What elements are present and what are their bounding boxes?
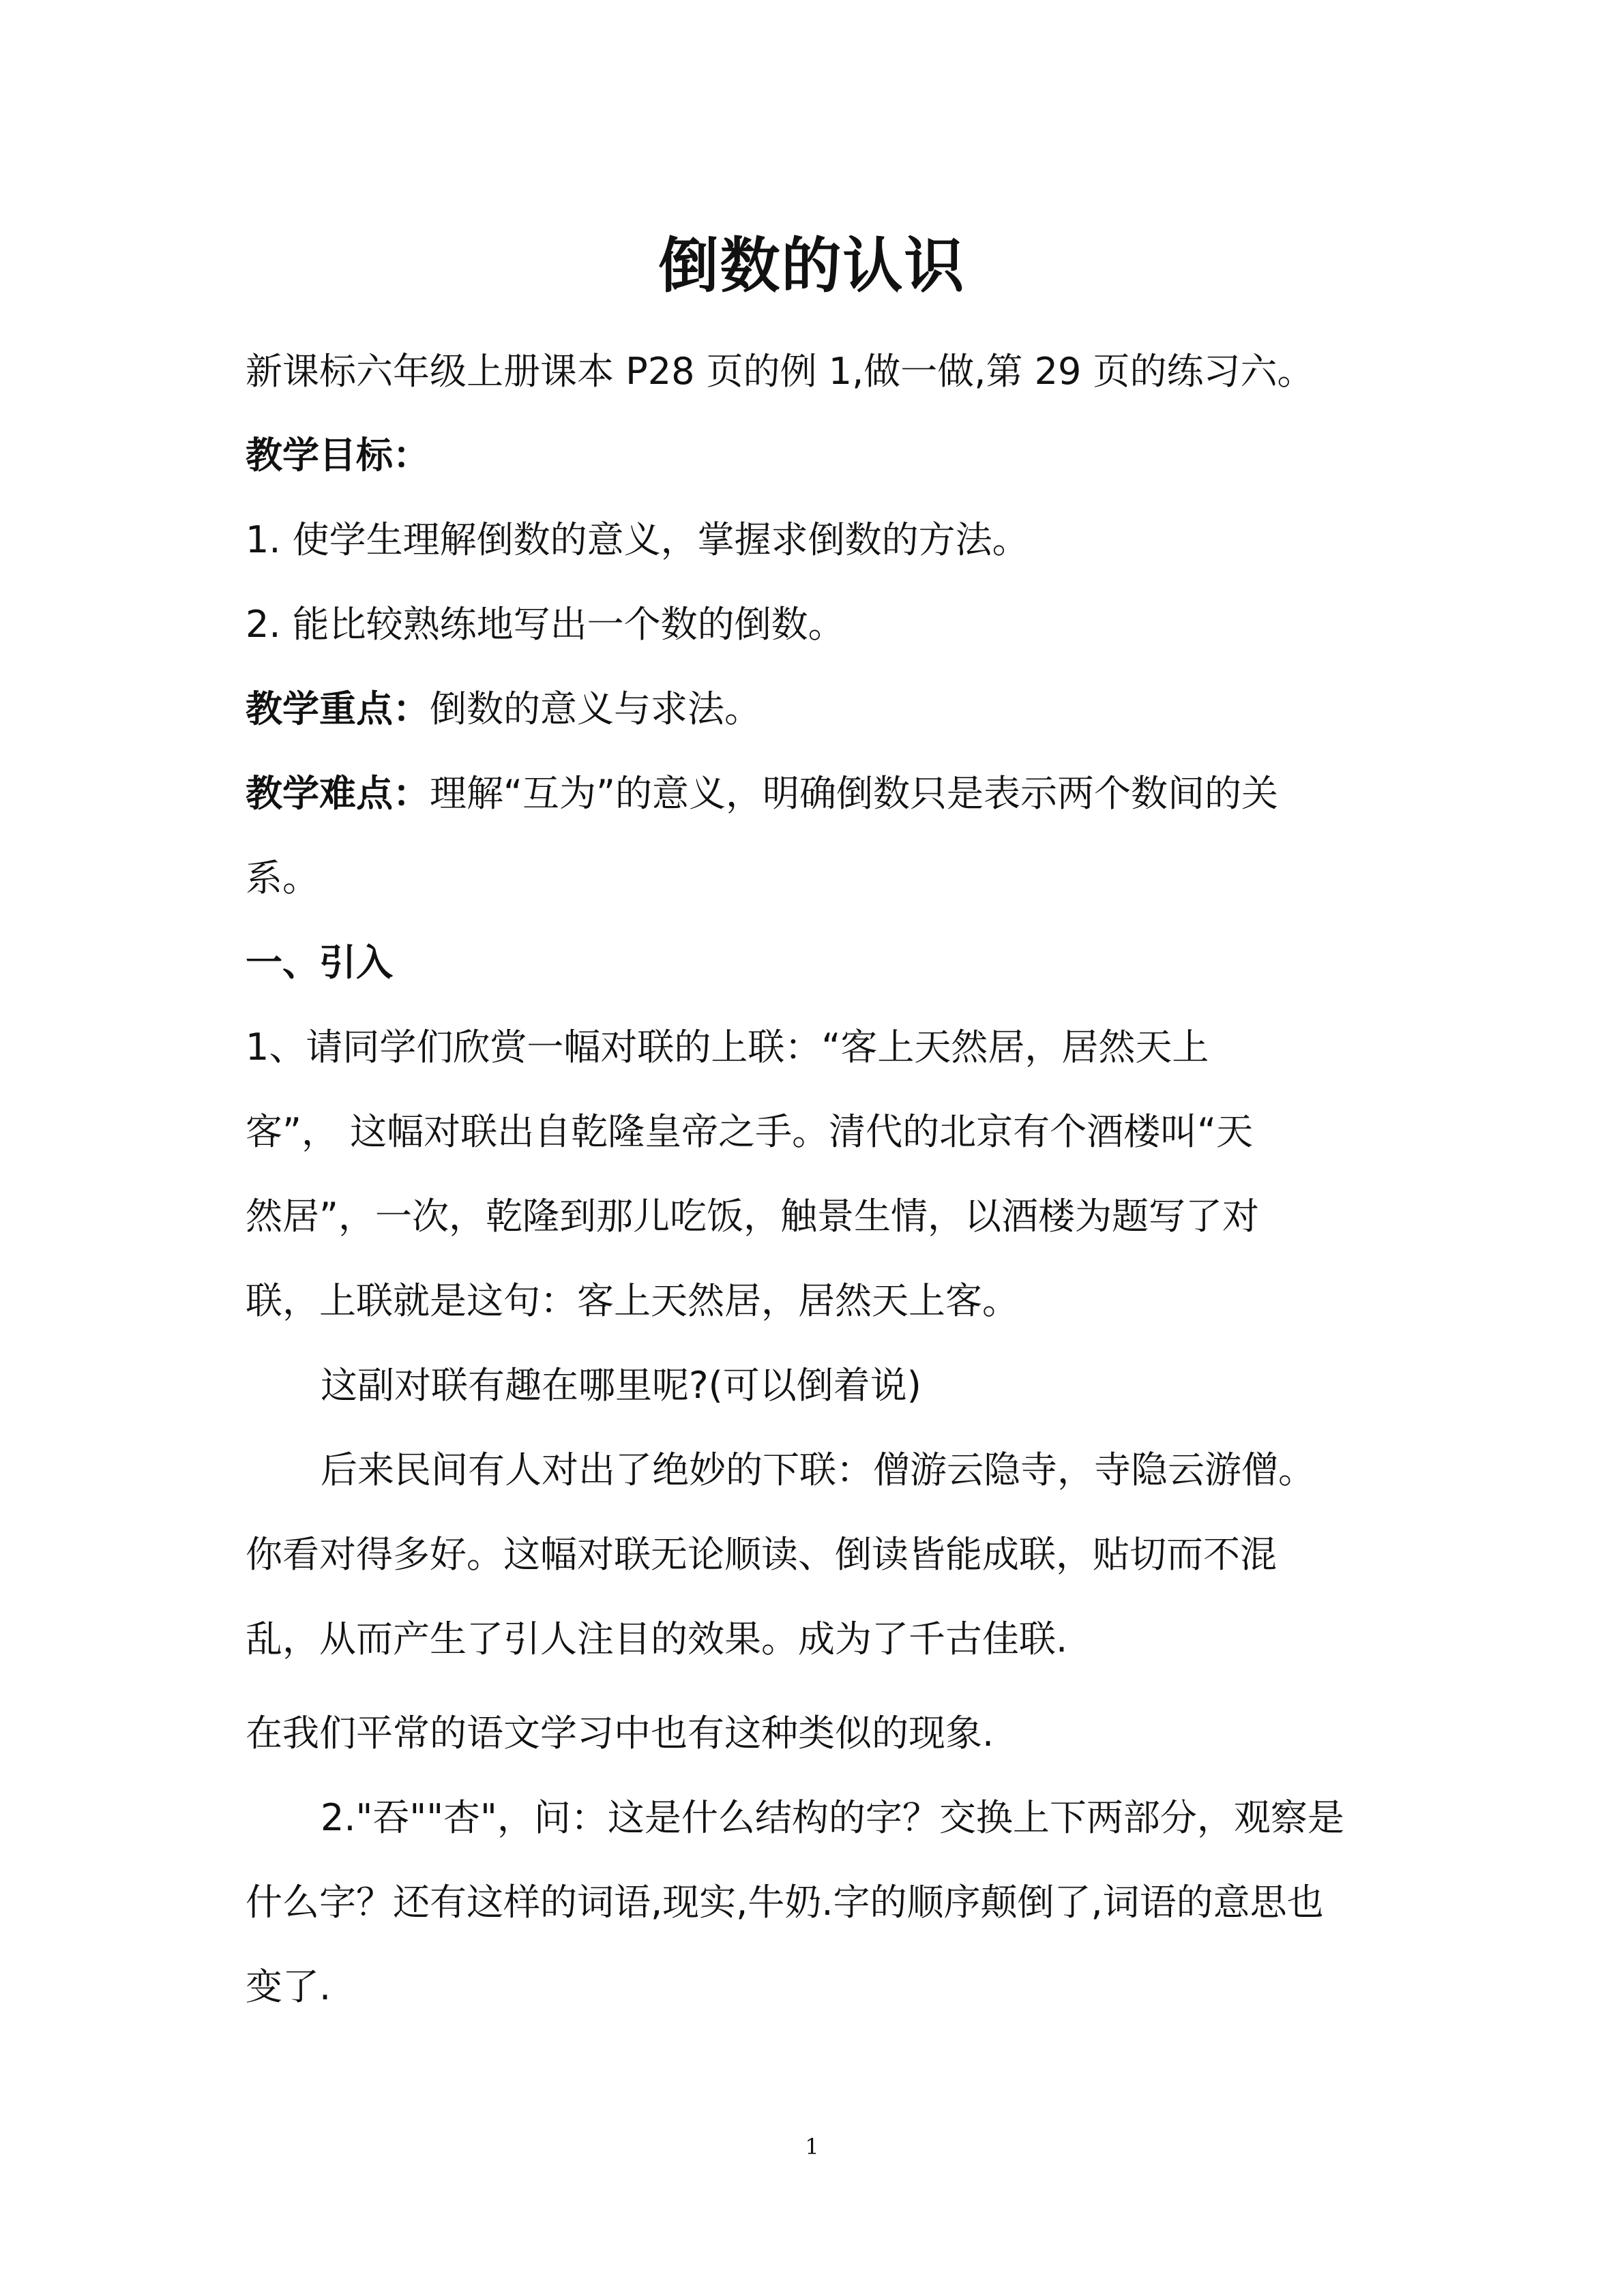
paragraph-1-line-2: 客”， 这幅对联出自乾隆皇帝之手。清代的北京有个酒楼叫“天 [246,1110,1254,1153]
paragraph-1-line-4: 联，上联就是这句：客上天然居，居然天上客。 [246,1279,1019,1322]
objective-2: 2. 能比较熟练地写出一个数的倒数。 [246,603,845,646]
key-point-label: 教学重点： [246,687,430,730]
difficulty-line [246,766,1278,821]
paragraph-2: 这副对联有趣在哪里呢?(可以倒着说) [321,1364,921,1407]
objectives-heading: 教学目标： [246,434,430,477]
paragraph-5-line-2: 什么字？还有这样的词语,现实,牛奶.字的顺序颠倒了,词语的意思也 [246,1881,1324,1924]
paragraph-5-line-1: 2."吞""杏"，问：这是什么结构的字？交换上下两部分，观察是 [321,1796,1344,1839]
paragraph-5-line-3: 变了. [246,1965,331,2008]
objective-1: 1. 使学生理解倒数的意义，掌握求倒数的方法。 [246,518,1029,561]
difficulty-text: 理解“互为”的意义，明确倒数只是表示两个数间的关 [430,772,1278,815]
difficulty-text-continued: 系。 [246,856,319,899]
difficulty-label: 教学难点： [246,772,430,815]
paragraph-3-line-3: 乱，从而产生了引人注目的效果。成为了千古佳联. [246,1617,1068,1660]
key-point-line [246,682,761,736]
paragraph-1-line-3: 然居”，一次，乾隆到那儿吃饭，触景生情，以酒楼为题写了对 [246,1195,1259,1238]
page-number: 1 [805,2134,819,2160]
source-line: 新课标六年级上册课本 P28 页的例 1,做一做,第 29 页的练习六。 [246,350,1314,393]
paragraph-4: 在我们平常的语文学习中也有这种类似的现象. [246,1712,994,1755]
key-point-text: 倒数的意义与求法。 [430,687,761,730]
paragraph-3-line-1: 后来民间有人对出了绝妙的下联：僧游云隐寺，寺隐云游僧。 [321,1448,1315,1491]
section-1-heading: 一、引入 [246,941,393,984]
paragraph-1-line-1: 1、请同学们欣赏一幅对联的上联：“客上天然居，居然天上 [246,1026,1209,1069]
document-title: 倒数的认识 [658,230,966,301]
paragraph-3-line-2: 你看对得多好。这幅对联无论顺读、倒读皆能成联，贴切而不混 [246,1533,1277,1576]
